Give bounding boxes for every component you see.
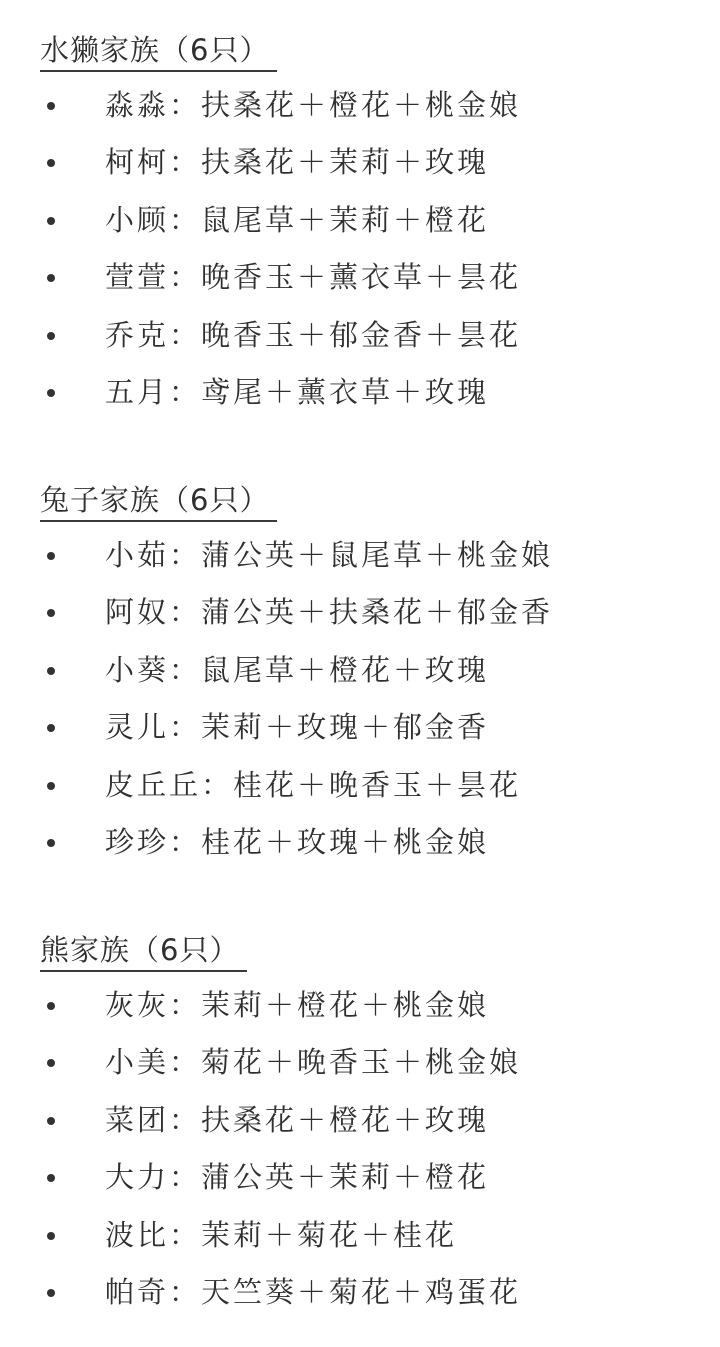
list-item: [0, 765, 720, 805]
list-item-text: 小葵：鼠尾草＋橙花＋玫瑰: [105, 653, 490, 687]
list-item: [0, 85, 720, 125]
bullet-icon: [47, 1174, 55, 1182]
list-item: [0, 985, 720, 1025]
list-item: [0, 1157, 720, 1197]
bullet-icon: [47, 389, 55, 397]
list-item: [0, 650, 720, 690]
list-item: [0, 1042, 720, 1082]
list-item-text: 大力：蒲公英＋茉莉＋橙花: [105, 1160, 490, 1194]
list-item: [0, 257, 720, 297]
list-item-text: 五月：鸢尾＋薰衣草＋玫瑰: [105, 375, 490, 409]
list-item-text: 乔克：晚香玉＋郁金香＋昙花: [105, 318, 522, 352]
bullet-icon: [47, 102, 55, 110]
list-item-text: 波比：茉莉＋菊花＋桂花: [105, 1218, 458, 1252]
list-item: [0, 707, 720, 747]
section-title: 熊家族（6只）: [40, 930, 247, 972]
bullet-icon: [47, 839, 55, 847]
bullet-icon: [47, 274, 55, 282]
bullet-icon: [47, 217, 55, 225]
list-item: [0, 200, 720, 240]
list-item-text: 灰灰：茉莉＋橙花＋桃金娘: [105, 988, 490, 1022]
list-item-text: 小茹：蒲公英＋鼠尾草＋桃金娘: [105, 538, 554, 572]
bullet-icon: [47, 609, 55, 617]
bullet-icon: [47, 159, 55, 167]
bullet-icon: [47, 552, 55, 560]
list-item: [0, 822, 720, 862]
bullet-icon: [47, 782, 55, 790]
bullet-icon: [47, 1002, 55, 1010]
list-item: [0, 315, 720, 355]
list-item-text: 灵儿：茉莉＋玫瑰＋郁金香: [105, 710, 490, 744]
list-item: [0, 372, 720, 412]
list-item: [0, 592, 720, 632]
list-item-text: 小美：菊花＋晚香玉＋桃金娘: [105, 1045, 522, 1079]
list-item-text: 阿奴：蒲公英＋扶桑花＋郁金香: [105, 595, 554, 629]
list-item: [0, 1272, 720, 1312]
list-item-text: 柯柯：扶桑花＋茉莉＋玫瑰: [105, 145, 490, 179]
list-item: [0, 1100, 720, 1140]
bullet-icon: [47, 1289, 55, 1297]
bullet-icon: [47, 667, 55, 675]
list-item-text: 淼淼：扶桑花＋橙花＋桃金娘: [105, 88, 522, 122]
list-item: [0, 1215, 720, 1255]
list-item-text: 小顾：鼠尾草＋茉莉＋橙花: [105, 203, 490, 237]
list-item-text: 珍珍：桂花＋玫瑰＋桃金娘: [105, 825, 490, 859]
bullet-icon: [47, 1059, 55, 1067]
section-title: 水獭家族（6只）: [40, 30, 277, 72]
list-item-text: 帕奇：天竺葵＋菊花＋鸡蛋花: [105, 1275, 522, 1309]
list-item-text: 皮丘丘：桂花＋晚香玉＋昙花: [105, 768, 522, 802]
bullet-icon: [47, 1117, 55, 1125]
bullet-icon: [47, 724, 55, 732]
list-item: [0, 535, 720, 575]
list-item: [0, 142, 720, 182]
section-title: 兔子家族（6只）: [40, 480, 277, 522]
list-item-text: 萱萱：晚香玉＋薰衣草＋昙花: [105, 260, 522, 294]
list-item-text: 菜团：扶桑花＋橙花＋玫瑰: [105, 1103, 490, 1137]
bullet-icon: [47, 332, 55, 340]
bullet-icon: [47, 1232, 55, 1240]
